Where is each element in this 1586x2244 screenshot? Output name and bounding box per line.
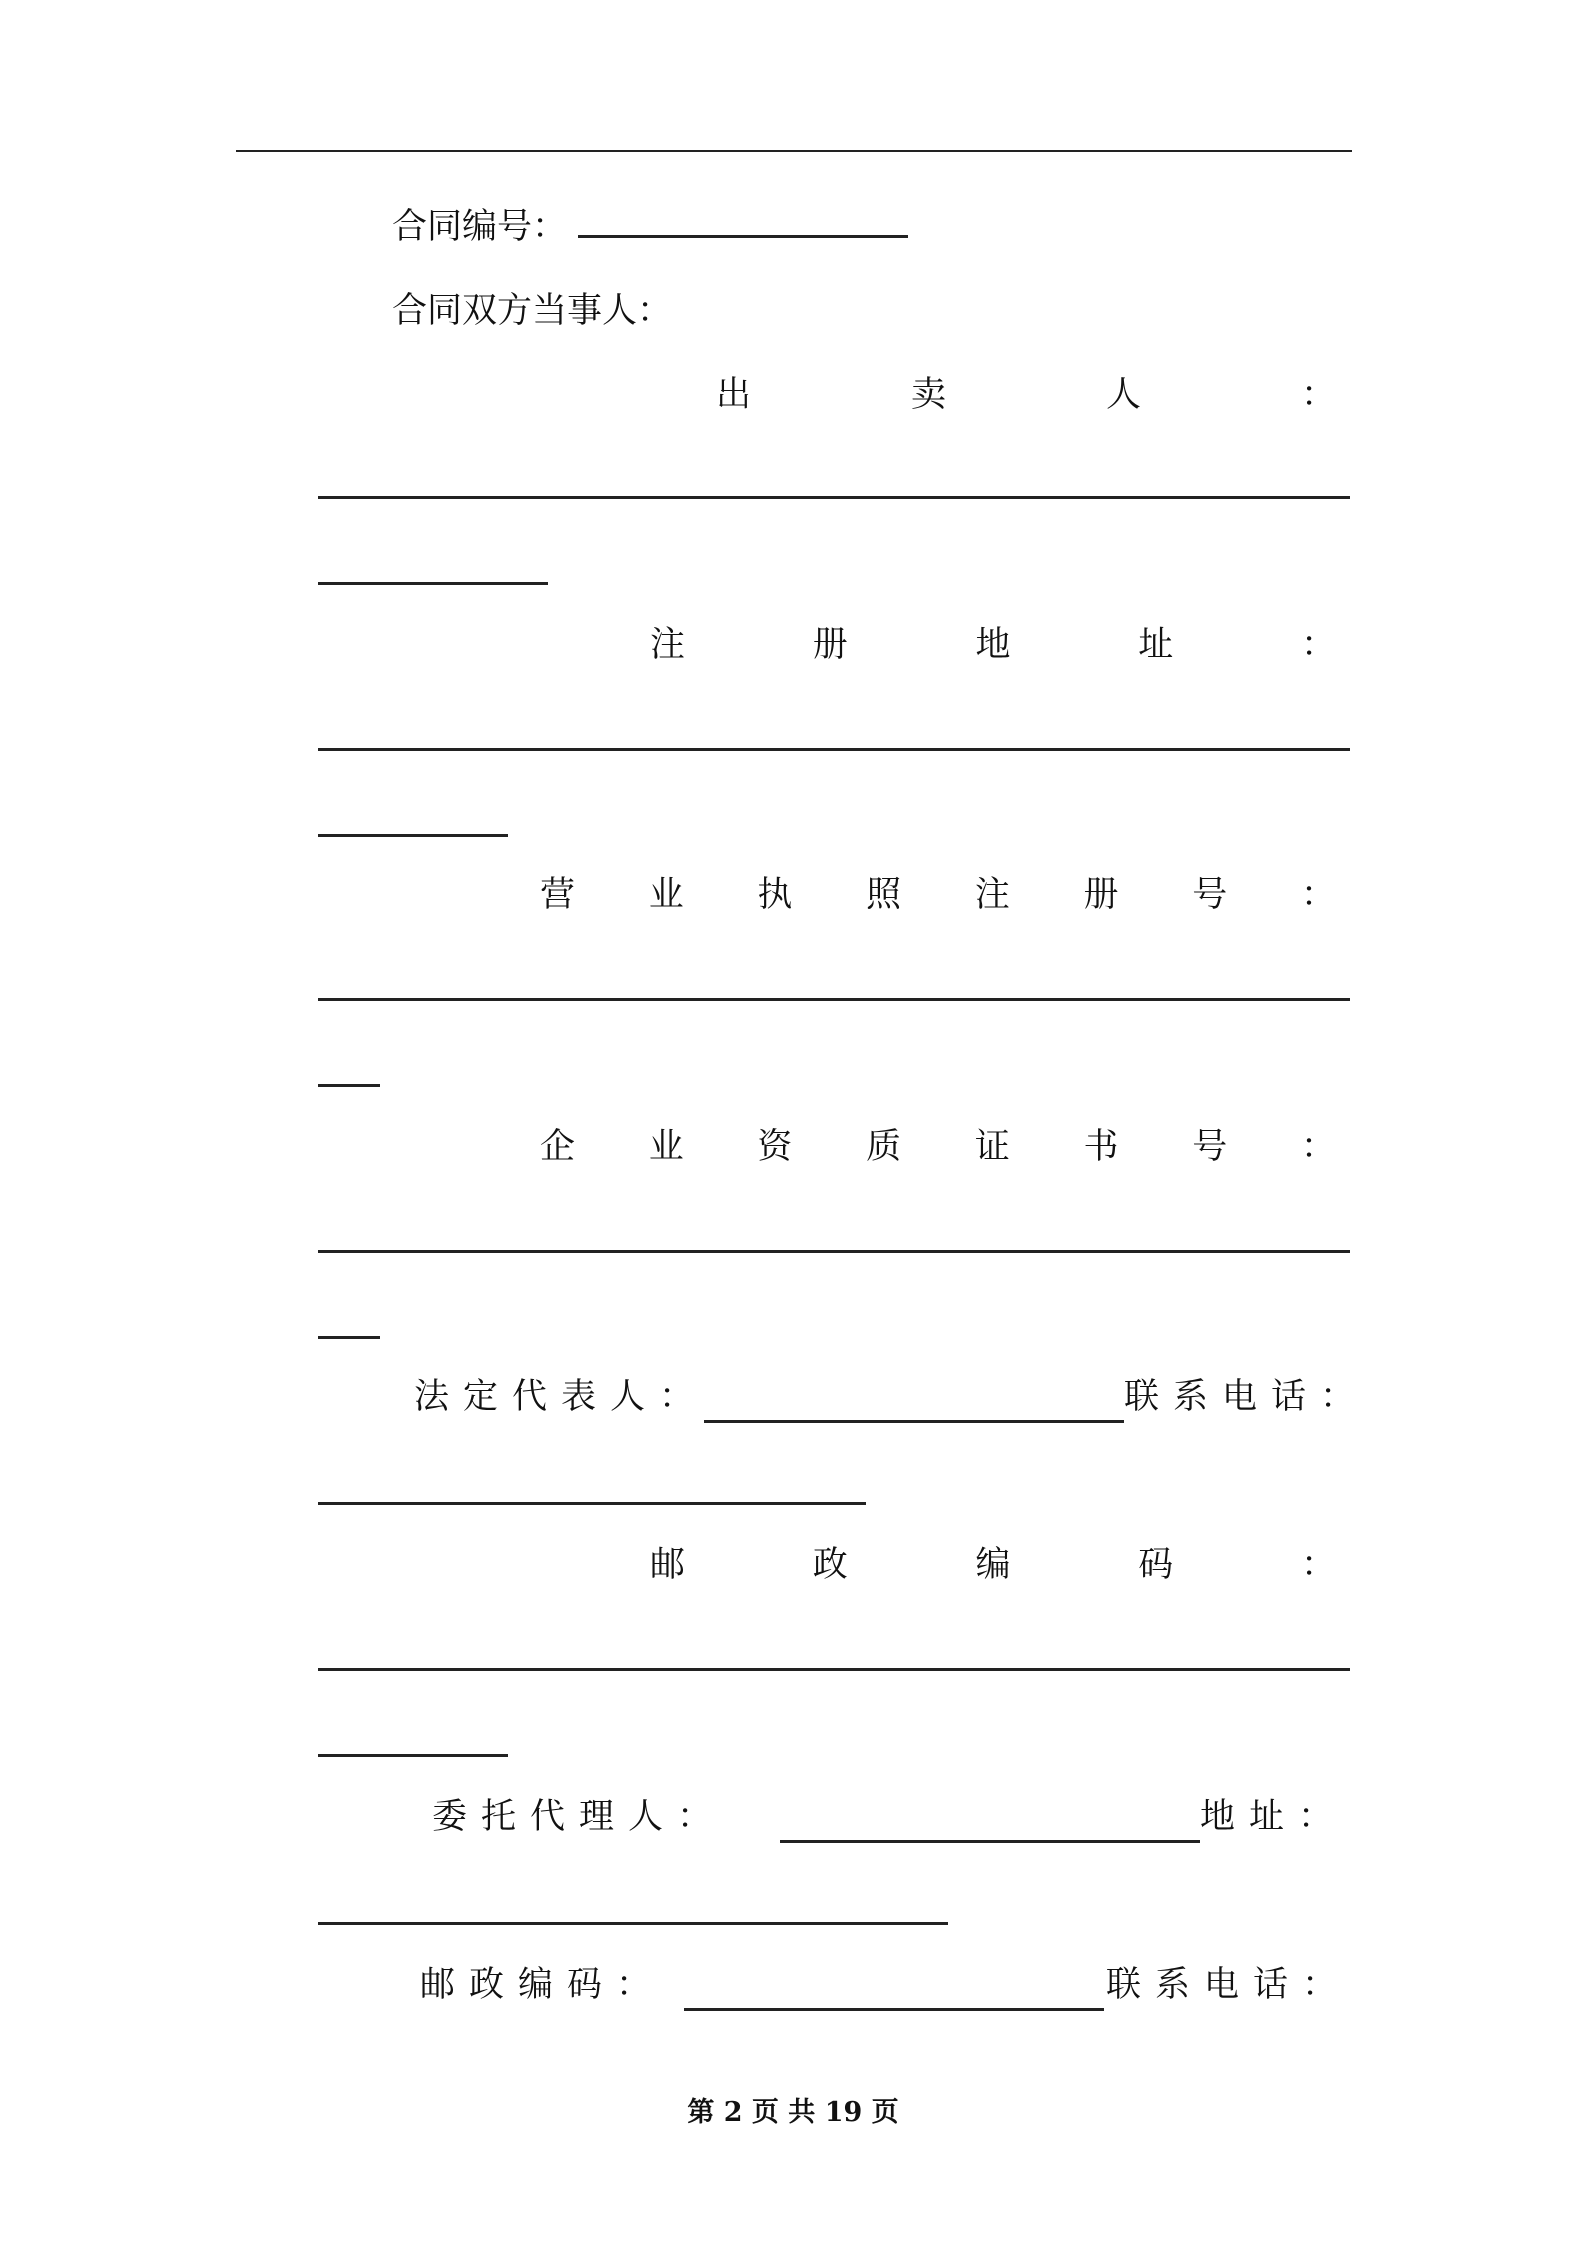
label-char: 资 — [757, 1127, 793, 1167]
page-footer: 第 2 页 共 19 页 — [687, 2097, 899, 2128]
label-char: ： — [1300, 1127, 1336, 1167]
business-license-blank-line-1[interactable] — [318, 998, 1350, 1001]
label-char: 编 — [975, 1545, 1011, 1585]
label-char: 册 — [1083, 875, 1119, 915]
contract-number-label: 合同编号： — [392, 207, 568, 247]
label-char: 出 — [716, 375, 752, 415]
postal-code-label — [650, 1542, 1336, 1588]
label-char: 址 — [1138, 625, 1174, 665]
legal-rep-phone-blank[interactable] — [318, 1502, 866, 1505]
agent-address-blank[interactable] — [318, 1922, 948, 1925]
registered-address-blank-line-1[interactable] — [318, 748, 1350, 751]
label-char: ： — [1300, 375, 1336, 415]
seller-blank-line-2[interactable] — [318, 582, 548, 585]
legal-rep-phone-label: 联系电话： — [1124, 1377, 1370, 1417]
legal-rep-blank[interactable] — [704, 1420, 1124, 1423]
label-char: 业 — [648, 875, 684, 915]
label-char: 执 — [757, 875, 793, 915]
label-char: 照 — [866, 875, 902, 915]
label-char: 卖 — [910, 375, 946, 415]
label-char: ： — [1300, 625, 1336, 665]
agent-postal-blank[interactable] — [684, 2008, 1104, 2011]
business-license-label — [540, 872, 1336, 918]
label-char: 政 — [812, 1545, 848, 1585]
agent-blank[interactable] — [780, 1840, 1200, 1843]
contract-number-row — [392, 204, 908, 250]
registered-address-blank-line-2[interactable] — [318, 834, 508, 837]
qualification-cert-label — [540, 1124, 1336, 1170]
label-char: 业 — [648, 1127, 684, 1167]
label-char: 号 — [1192, 1127, 1228, 1167]
contract-number-blank[interactable] — [578, 205, 908, 238]
label-char: ： — [1300, 1545, 1336, 1585]
label-char: 证 — [974, 1127, 1010, 1167]
seller-blank-line-1[interactable] — [318, 496, 1350, 499]
agent-postal-label: 邮政编码： — [420, 1965, 666, 2005]
label-char: 码 — [1138, 1545, 1174, 1585]
label-char: 质 — [866, 1127, 902, 1167]
business-license-blank-line-2[interactable] — [318, 1084, 380, 1087]
legal-rep-label: 法定代表人： — [414, 1377, 709, 1417]
postal-code-blank-line-1[interactable] — [318, 1668, 1350, 1671]
qualification-cert-blank-line-1[interactable] — [318, 1250, 1350, 1253]
label-char: 地 — [975, 625, 1011, 665]
parties-heading: 合同双方当事人： — [392, 291, 673, 331]
seller-label — [716, 372, 1336, 418]
header-rule — [236, 150, 1352, 152]
label-char: ： — [1300, 875, 1336, 915]
qualification-cert-blank-line-2[interactable] — [318, 1336, 380, 1339]
agent-address-label: 地址： — [1200, 1797, 1348, 1837]
postal-code-blank-line-2[interactable] — [318, 1754, 508, 1757]
label-char: 企 — [540, 1127, 576, 1167]
label-char: 号 — [1192, 875, 1228, 915]
label-char: 册 — [812, 625, 848, 665]
label-char: 邮 — [650, 1545, 686, 1585]
legal-rep-row — [414, 1374, 708, 1420]
agent-label: 委托代理人： — [432, 1797, 727, 1837]
label-char: 注 — [974, 875, 1010, 915]
label-char: 营 — [540, 875, 576, 915]
label-char: 人 — [1105, 375, 1141, 415]
label-char: 书 — [1083, 1127, 1119, 1167]
agent-phone-label: 联系电话： — [1106, 1965, 1352, 2005]
label-char: 注 — [650, 625, 686, 665]
registered-address-label — [650, 622, 1336, 668]
